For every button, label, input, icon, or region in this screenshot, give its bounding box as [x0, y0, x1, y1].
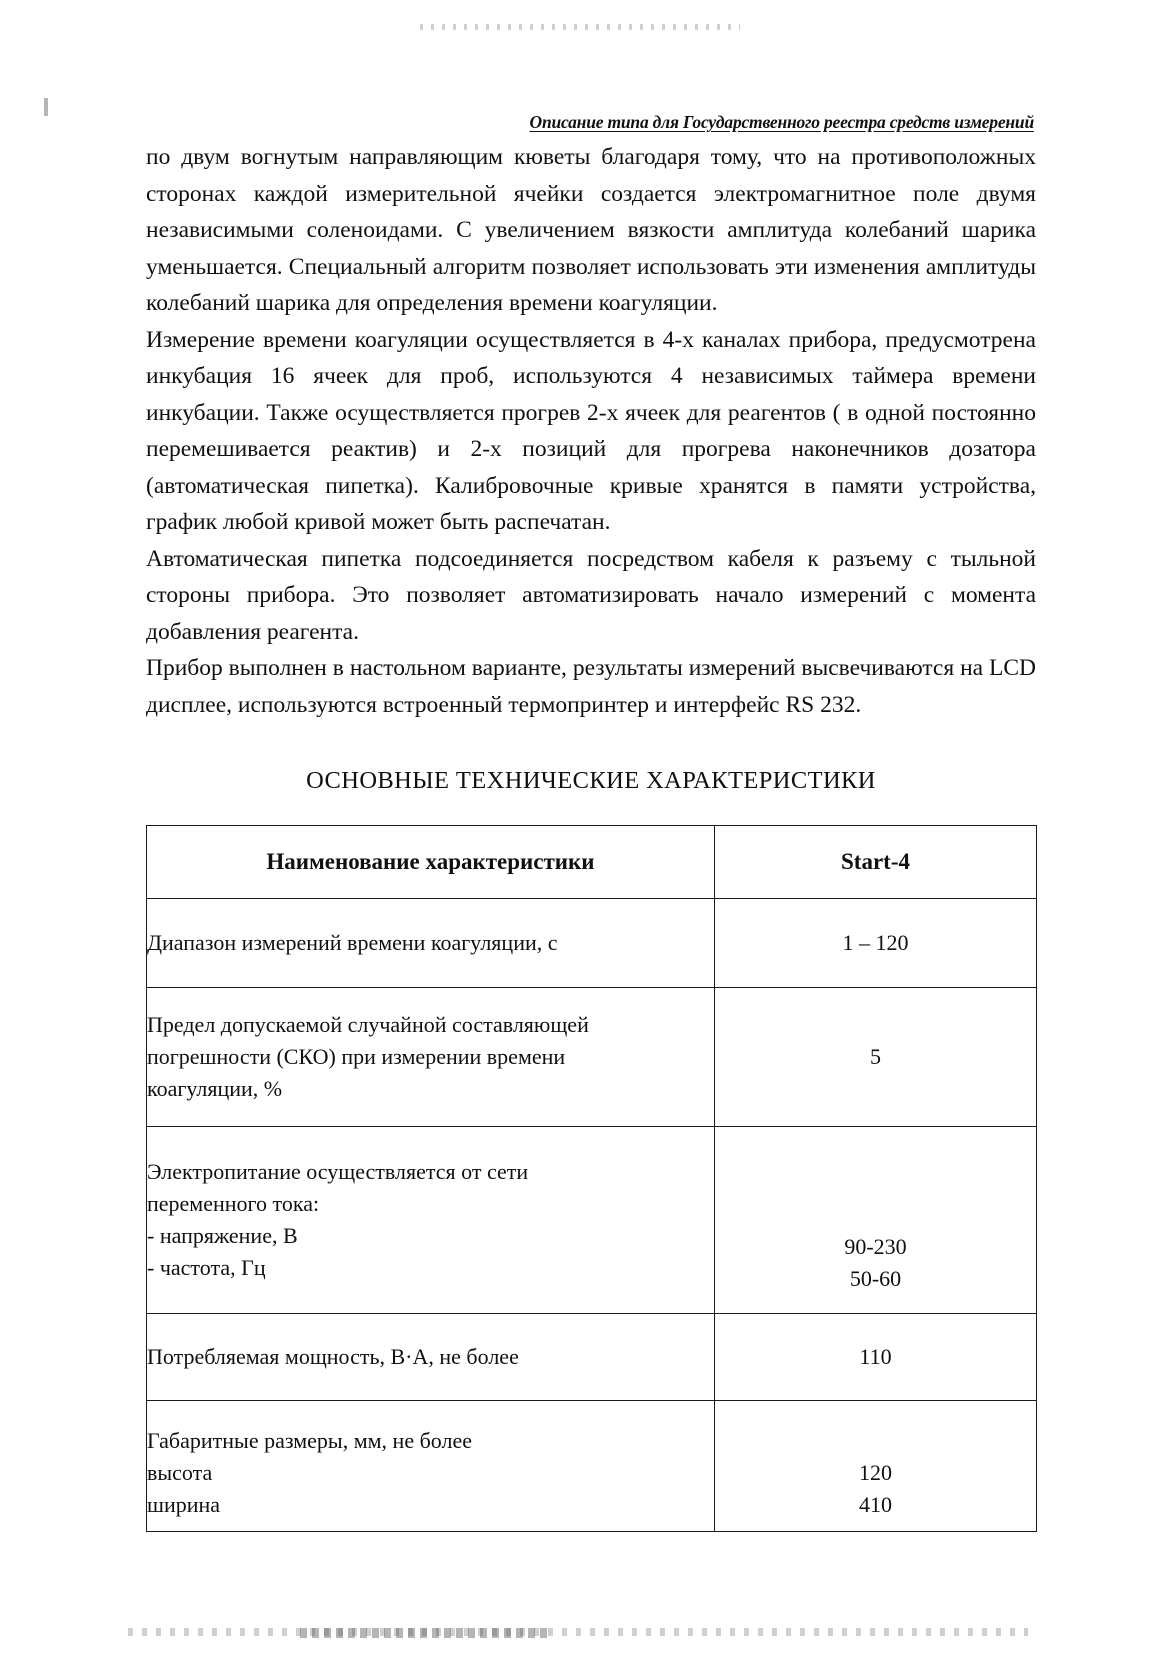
table-header-row — [147, 826, 1037, 899]
spec-name-line: высота — [147, 1460, 213, 1485]
spec-name-line: Потребляемая мощность, В·А, не более — [147, 1344, 519, 1369]
spec-value-line: 5 — [870, 1044, 881, 1069]
scan-artifact-bottom-2 — [300, 1628, 550, 1638]
table-body — [147, 899, 1037, 1532]
spec-value-line: 110 — [859, 1344, 892, 1369]
spec-name-line: коагуляции, % — [147, 1076, 283, 1101]
scan-artifact-top — [420, 24, 740, 30]
body-paragraph-2: Измерение времени коагуляции осуществляется в 4-х каналах прибора, предусмотрена инкубация 16 ячеек для проб, используются 4 независимых таймера времени инкубации. Также осуществляется прогрев 2-х ячеек для реагентов ( в одной постоянно перемешивается реактив) и 2-х позиций для прогрева наконечников дозатора (автоматическая пипетка). Калибровочные кривые хранятся в памяти устройства, график любой кривой может быть распечатан. — [146, 326, 1036, 535]
spec-value-random-error-limit — [715, 988, 1037, 1127]
spec-value-line: 50-60 — [849, 1266, 902, 1291]
running-header: Описание типа для Государственного реестра средств измерений — [529, 112, 1034, 132]
section-title: ОСНОВНЫЕ ТЕХНИЧЕСКИЕ ХАРАКТЕРИСТИКИ — [306, 767, 876, 794]
page-content — [146, 112, 1036, 1532]
spec-name-line: - частота, Гц — [147, 1255, 266, 1280]
spec-name-power-consumption — [147, 1314, 715, 1401]
spec-name-random-error-limit — [147, 988, 715, 1127]
table-row — [147, 1314, 1037, 1401]
spec-value-line: 410 — [859, 1492, 892, 1517]
spec-value-measurement-range — [715, 899, 1037, 988]
table-row — [147, 1401, 1037, 1532]
spec-name-measurement-range — [147, 899, 715, 988]
spec-value-line: 120 — [859, 1460, 892, 1485]
table-header — [147, 826, 1037, 899]
table-row — [147, 899, 1037, 988]
spec-name-dimensions — [147, 1401, 715, 1532]
scan-artifact-bottom — [128, 1628, 1028, 1636]
specifications-table — [146, 825, 1037, 1532]
spec-value-power-consumption — [715, 1314, 1037, 1401]
table-row — [147, 1127, 1037, 1314]
body-paragraph-3: Автоматическая пипетка подсоединяется посредством кабеля к разъему с тыльной стороны прибора. Это позволяет автоматизировать начало измерений с момента добавления реагента. — [146, 545, 1036, 645]
spec-name-line: Габаритные размеры, мм, не более — [147, 1428, 473, 1453]
body-paragraph-4: Прибор выполнен в настольном варианте, результаты измерений высвечиваются на LCD дисплее, используются встроенный термопринтер и интерфейс RS 232. — [146, 655, 1036, 718]
body-paragraph-1: по двум вогнутым направляющим кюветы благодаря тому, что на противоположных сторонах каждой измерительной ячейки создается электромагнитное поле двумя независимыми соленоидами. С увеличением вязкости амплитуда колебаний шарика уменьшается. Специальный алгоритм позволяет использовать эти изменения амплитуды колебаний шарика для определения времени коагуляции. — [146, 144, 1036, 316]
scan-artifact-left — [44, 98, 48, 116]
column-header-characteristic: Наименование характеристики — [147, 826, 715, 899]
spec-name-line: Предел допускаемой случайной составляющей — [147, 1012, 589, 1037]
spec-name-line: Электропитание осуществляется от сети — [147, 1159, 529, 1184]
table-row — [147, 988, 1037, 1127]
spec-value-power-supply — [715, 1127, 1037, 1314]
column-header-model: Start-4 — [715, 826, 1037, 899]
spec-name-line: ширина — [147, 1492, 221, 1517]
spec-name-line: Диапазон измерений времени коагуляции, с — [147, 930, 558, 955]
spec-value-line: 90-230 — [844, 1234, 907, 1259]
spec-name-line: переменного тока: — [147, 1191, 320, 1216]
spec-name-power-supply — [147, 1127, 715, 1314]
spec-value-line: 1 – 120 — [842, 930, 909, 955]
spec-name-line: погрешности (СКО) при измерении времени — [147, 1044, 566, 1069]
spec-name-line: - напряжение, В — [147, 1223, 298, 1248]
spec-value-dimensions — [715, 1401, 1037, 1532]
